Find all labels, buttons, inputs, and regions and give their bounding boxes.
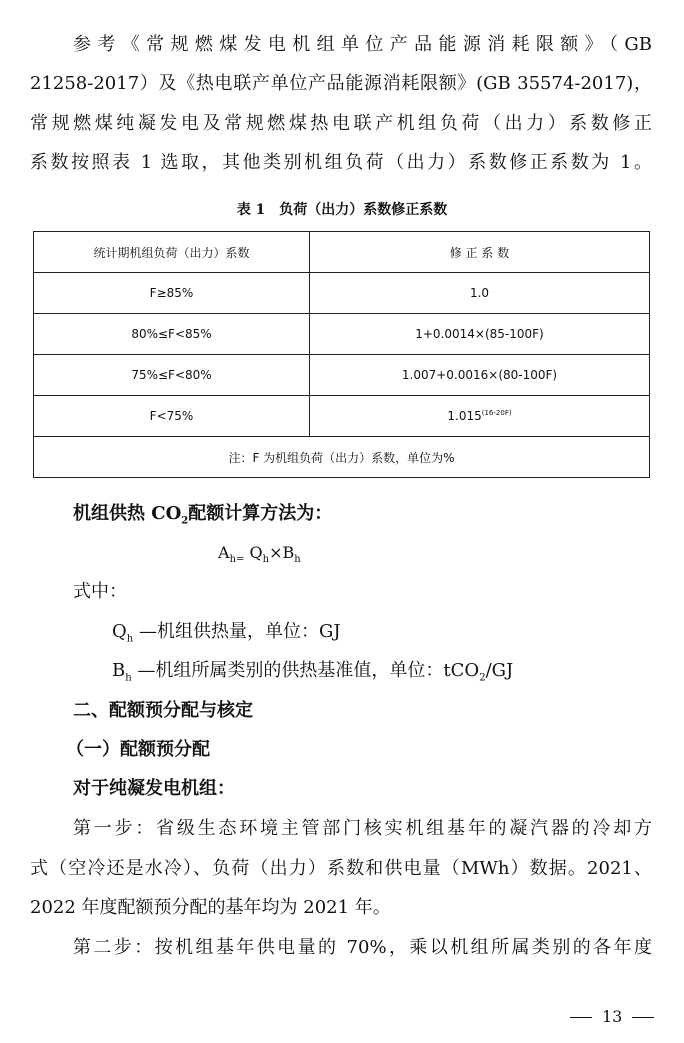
para1-line2: 21258-2017）及《热电联产单位产品能源消耗限额》(GB 35574-2017)， xyxy=(30,73,652,94)
table-cell-range: F<75% xyxy=(34,396,310,437)
footer-dash-left xyxy=(570,1017,592,1018)
footer-dash-right xyxy=(632,1017,654,1018)
step1-line2: 式（空冷还是水冷）、负荷（出力）系数和供电量（MWh）数据。2021、 xyxy=(30,858,652,879)
table-header-coef: 修 正 系 数 xyxy=(310,232,650,273)
para1-line1: 参考《常规燃煤发电机组单位产品能源消耗限额》（GB xyxy=(73,34,652,55)
qh-definition: $Q_h$ —机组供热量，单位：GJ xyxy=(112,621,341,645)
bh-definition: $B_h$ —机组所属类别的供热基准值，单位：tCO$_2$/GJ xyxy=(112,660,514,684)
table-cell-coef xyxy=(310,396,650,437)
table-row xyxy=(34,396,650,437)
heat-quota-heading: 机组供热 $CO_2$配额计算方法为： xyxy=(73,503,333,527)
coef-exponent: (16-20F) xyxy=(481,409,512,417)
table-cell-coef: 1.007+0.0016×(80-100F) xyxy=(310,355,650,396)
step2-line1: 第二步：按机组基年供电量的 70%，乘以机组所属类别的各年度 xyxy=(73,937,652,958)
table-row xyxy=(34,355,650,396)
table-row xyxy=(34,314,650,355)
section2-title: 二、配额预分配与核定 xyxy=(73,700,253,721)
where-label: 式中： xyxy=(73,581,127,602)
table-note-row xyxy=(34,437,650,478)
subsection1-title: （一）配额预分配 xyxy=(66,739,210,760)
page-number: 13 xyxy=(560,1007,664,1027)
table-row xyxy=(34,273,650,314)
pure-condensing-title: 对于纯凝发电机组： xyxy=(73,778,235,799)
table-note: 注：F 为机组负荷（出力）系数，单位为% xyxy=(34,437,650,478)
heat-quota-formula: $A_{h=}$ $Q_h\times B_h$ xyxy=(218,543,301,566)
table1-caption: 表 1 负荷（出力）系数修正系数 xyxy=(236,202,448,218)
step1-line1: 第一步：省级生态环境主管部门核实机组基年的凝汽器的冷却方 xyxy=(73,818,652,839)
step1-line3: 2022 年度配额预分配的基年均为 2021 年。 xyxy=(30,897,391,918)
para1-line3: 常规燃煤纯凝发电及常规燃煤热电联产机组负荷（出力）系数修正 xyxy=(30,113,652,134)
table-header-row xyxy=(34,232,650,273)
coef-base: 1.015 xyxy=(447,409,482,423)
table-header-range: 统计期机组负荷（出力）系数 xyxy=(34,232,310,273)
table-cell-coef: 1.0 xyxy=(310,273,650,314)
table-cell-range: F≥85% xyxy=(34,273,310,314)
load-factor-table xyxy=(33,231,650,478)
table-cell-range: 75%≤F<80% xyxy=(34,355,310,396)
table-cell-coef: 1+0.0014×(85-100F) xyxy=(310,314,650,355)
table-cell-range: 80%≤F<85% xyxy=(34,314,310,355)
para1-line4: 系数按照表 1 选取，其他类别机组负荷（出力）系数修正系数为 1。 xyxy=(30,152,652,173)
